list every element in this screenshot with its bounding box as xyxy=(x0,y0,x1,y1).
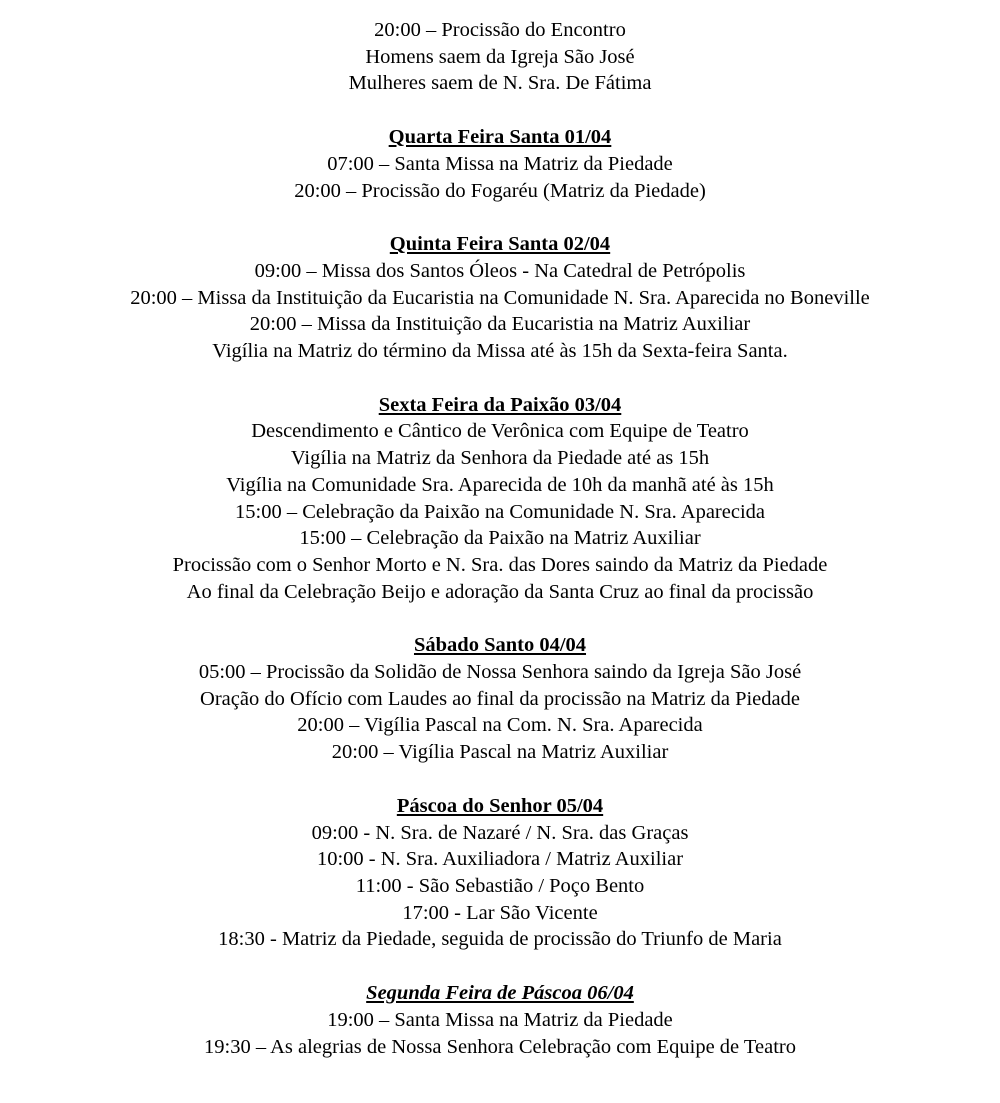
schedule-line: 15:00 – Celebração da Paixão na Matriz Auxiliar xyxy=(299,527,701,550)
section-heading: Quarta Feira Santa 01/04 xyxy=(388,126,612,149)
section-heading: Sábado Santo 04/04 xyxy=(413,634,587,657)
section-quarta-feira xyxy=(0,124,1000,204)
schedule-line: 19:30 – As alegrias de Nossa Senhora Celebração com Equipe de Teatro xyxy=(204,1035,796,1058)
schedule-line: 20:00 – Missa da Instituição da Eucaristia na Matriz Auxiliar xyxy=(249,313,751,336)
schedule-line: Vigília na Matriz da Senhora da Piedade até as 15h xyxy=(290,447,710,470)
section-heading: Sexta Feira da Paixão 03/04 xyxy=(378,393,622,416)
schedule-line: 19:00 – Santa Missa na Matriz da Piedade xyxy=(327,1008,673,1031)
section-pascoa xyxy=(0,793,1000,953)
schedule-line: 15:00 – Celebração da Paixão na Comunidade N. Sra. Aparecida xyxy=(235,500,765,523)
schedule-line: Vigília na Comunidade Sra. Aparecida de 10h da manhã até às 15h xyxy=(226,473,774,496)
section-heading: Páscoa do Senhor 05/04 xyxy=(396,794,604,817)
schedule-line: 20:00 – Procissão do Encontro xyxy=(374,19,626,41)
section-segunda-feira xyxy=(0,980,1000,1060)
schedule-line: 18:30 - Matriz da Piedade, seguida de procissão do Triunfo de Maria xyxy=(218,928,782,951)
section-sabado-santo xyxy=(0,632,1000,766)
schedule-line: Homens saem da Igreja São José xyxy=(365,45,635,68)
schedule-line: 10:00 - N. Sra. Auxiliadora / Matriz Auxiliar xyxy=(316,848,684,871)
schedule-line: 11:00 - São Sebastião / Poço Bento xyxy=(355,874,645,897)
schedule-line: 09:00 – Missa dos Santos Óleos - Na Catedral de Petrópolis xyxy=(254,259,746,282)
schedule-line: 20:00 – Missa da Instituição da Eucaristia na Comunidade N. Sra. Aparecida no Boneville xyxy=(130,286,870,309)
schedule-line: Vigília na Matriz do término da Missa até às 15h da Sexta-feira Santa. xyxy=(212,340,788,363)
schedule-line: Oração do Ofício com Laudes ao final da procissão na Matriz da Piedade xyxy=(200,687,800,710)
schedule-line: Ao final da Celebração Beijo e adoração da Santa Cruz ao final da procissão xyxy=(186,580,814,603)
schedule-line: Procissão com o Senhor Morto e N. Sra. das Dores saindo da Matriz da Piedade xyxy=(172,553,828,576)
section-encontro xyxy=(0,17,1000,97)
section-heading: Quinta Feira Santa 02/04 xyxy=(389,233,611,256)
schedule-line: 17:00 - Lar São Vicente xyxy=(402,901,598,924)
section-quinta-feira xyxy=(0,231,1000,365)
section-sexta-feira xyxy=(0,392,1000,606)
schedule-line: 20:00 – Vigília Pascal na Com. N. Sra. Aparecida xyxy=(297,714,703,737)
schedule-line: 05:00 – Procissão da Solidão de Nossa Senhora saindo da Igreja São José xyxy=(198,661,802,684)
schedule-line: 09:00 - N. Sra. de Nazaré / N. Sra. das Graças xyxy=(311,821,689,844)
schedule-line: 20:00 – Vigília Pascal na Matriz Auxiliar xyxy=(331,741,669,764)
schedule-line: Descendimento e Cântico de Verônica com Equipe de Teatro xyxy=(251,420,749,443)
section-heading: Segunda Feira de Páscoa 06/04 xyxy=(366,982,634,1005)
schedule-line: 20:00 – Procissão do Fogaréu (Matriz da Piedade) xyxy=(294,179,706,202)
schedule-line: Mulheres saem de N. Sra. De Fátima xyxy=(348,72,652,95)
schedule-document xyxy=(0,17,1000,1060)
schedule-line: 07:00 – Santa Missa na Matriz da Piedade xyxy=(327,152,673,175)
